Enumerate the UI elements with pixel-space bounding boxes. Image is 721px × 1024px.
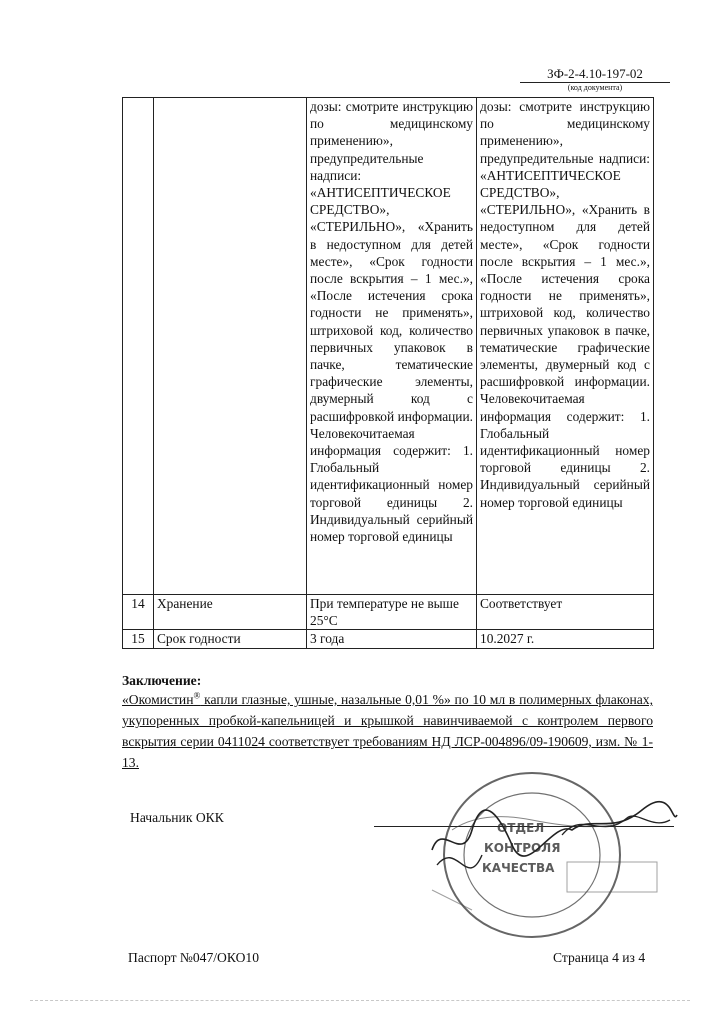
document-code-block	[520, 66, 670, 93]
cell-num	[123, 98, 154, 595]
row-requirement: 3 года	[307, 630, 477, 648]
page-indicator: Страница 4 из 4	[553, 950, 646, 965]
document-code: ЗФ-2-4.10-197-02	[520, 66, 670, 83]
row-actual: 10.2027 г.	[477, 630, 654, 648]
table-row-continued	[123, 98, 654, 595]
conclusion-text	[122, 689, 653, 773]
cell-name	[154, 98, 307, 595]
table-row	[123, 595, 654, 630]
passport-number: Паспорт №047/ОКО10	[128, 950, 260, 965]
stamp-lettering: КОНТРОЛЯ	[484, 841, 561, 855]
conclusion-body: капли глазные, ушные, назальные 0,01 %» по 10 мл в полимерных флаконах, укупоренных пробкой-капельницей и крышкой навинчиваемой с контролем первого вскрытия серии 0411024 соответствует требованиям НД ЛСР-004896/09-190609, изм. № 1-13.	[122, 692, 653, 770]
row-requirement: При температуре не выше 25°C	[307, 595, 477, 630]
page-bottom-rule	[30, 1000, 690, 1001]
document-code-caption: (код документа)	[567, 83, 623, 92]
product-brand: «Окомистин	[122, 692, 194, 707]
specification-table	[122, 97, 654, 649]
row-number: 14	[123, 595, 154, 630]
stamp-lettering: КАЧЕСТВА	[482, 861, 555, 875]
signatory-title: Начальник ОКК	[130, 810, 224, 825]
row-name: Хранение	[154, 595, 307, 630]
quality-control-stamp	[412, 770, 682, 965]
conclusion-block	[122, 672, 653, 773]
conclusion-label: Заключение:	[122, 673, 202, 688]
row-actual: Соответствует	[477, 595, 654, 630]
cell-requirement: дозы: смотрите инструкцию по медицинскому применению», предупредительные надписи: «АНТИСЕПТИЧЕСКОЕ СРЕДСТВО», «СТЕРИЛЬНО», «Хранить в недоступном для детей месте», «Срок годности после вскрытия – 1 мес.», «После истечения срока годности не применять», штриховой код, количество первичных упаковок в пачке, тематические графические элементы, двумерный код с расшифровкой информации. Человекочитаемая информация содержит: 1. Глобальный идентификационный номер торговой единицы 2. Индивидуальный серийный номер торговой единицы	[307, 98, 477, 595]
row-name: Срок годности	[154, 630, 307, 648]
cell-actual: дозы: смотрите инструкцию по медицинскому применению», предупредительные надписи: «АНТИСЕПТИЧЕСКОЕ СРЕДСТВО», «СТЕРИЛЬНО», «Хранить в недоступном для детей месте», «Срок годности после вскрытия – 1 мес.», «После истечения срока годности не применять», штриховой код, количество первичных упаковок в пачке, тематические графические элементы, двумерный код с расшифровкой информации. Человекочитаемая информация содержит: 1. Глобальный идентификационный номер торговой единицы 2. Индивидуальный серийный номер торговой единицы	[477, 98, 654, 595]
table-row	[123, 630, 654, 648]
registered-mark: ®	[193, 690, 201, 701]
row-number: 15	[123, 630, 154, 648]
stamp-lettering: ОТДЕЛ	[497, 821, 545, 835]
